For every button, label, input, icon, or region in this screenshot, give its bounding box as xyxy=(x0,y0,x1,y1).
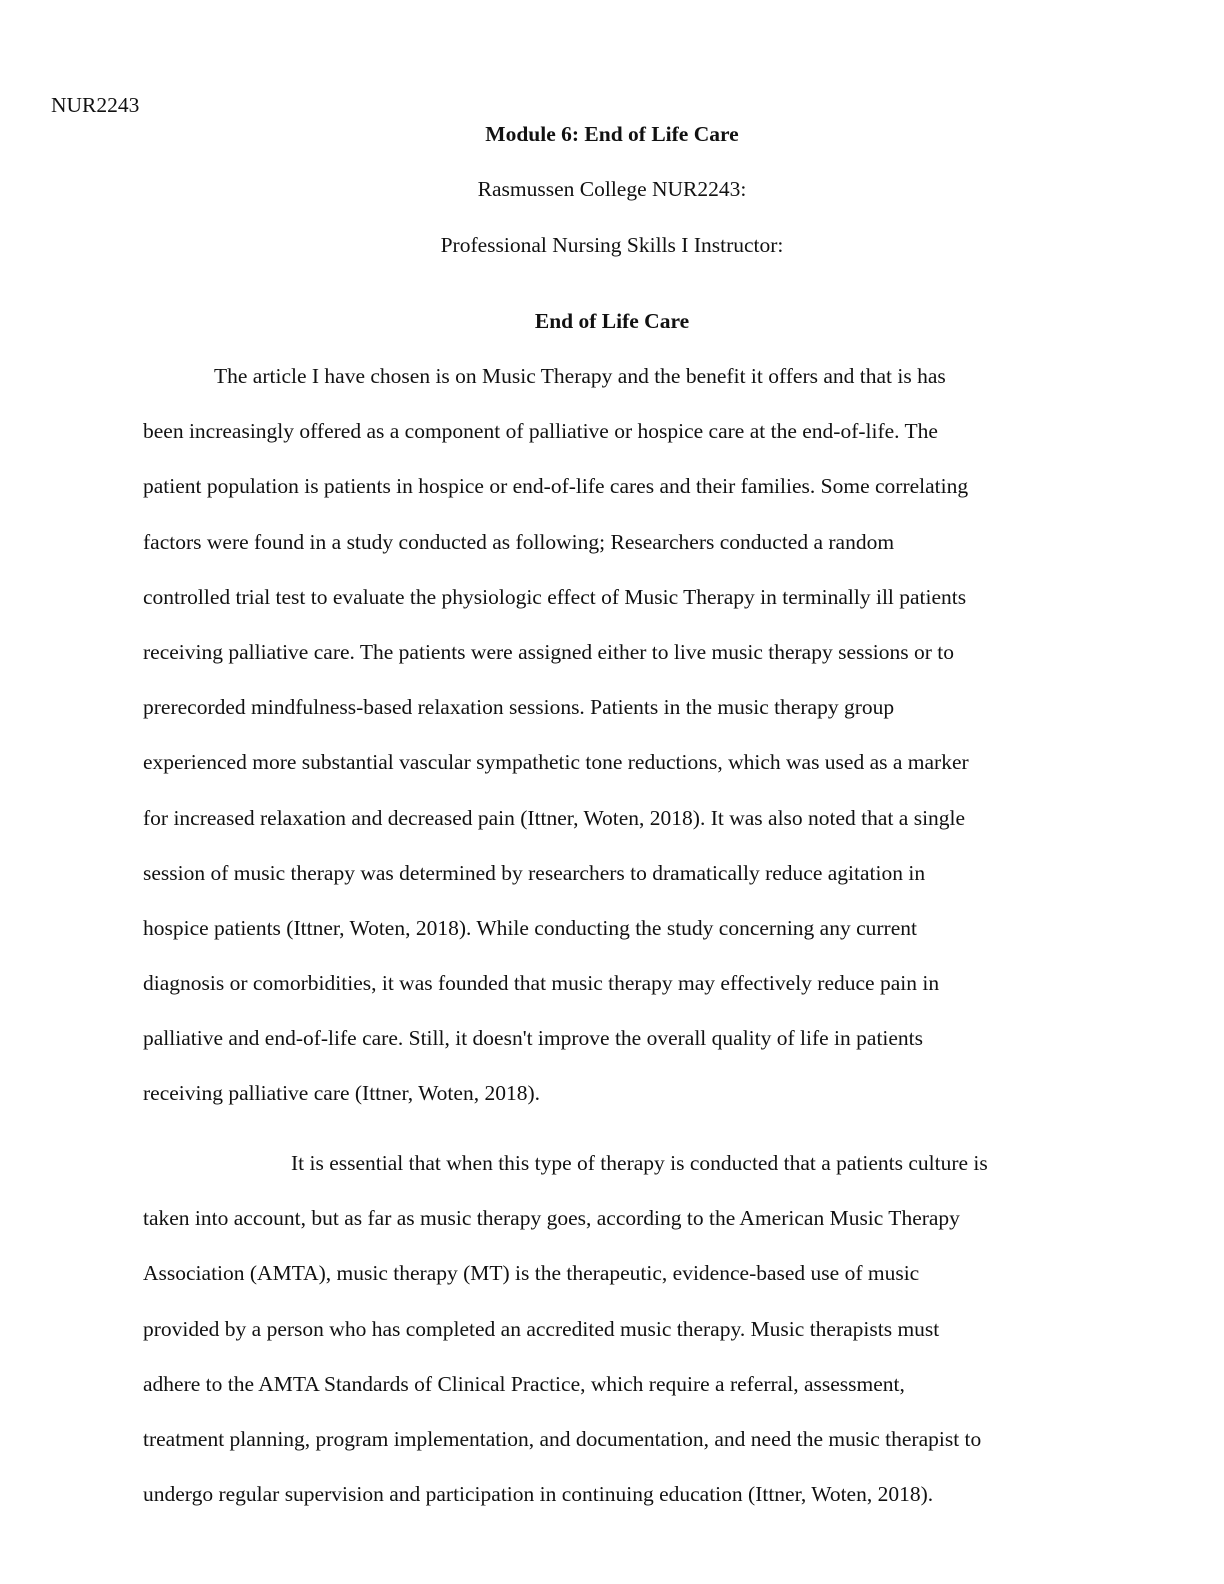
paragraph-line: undergo regular supervision and participation in continuing education (Ittner, Woten, 2018). xyxy=(143,1482,934,1507)
paragraph-2 xyxy=(143,1136,1078,1522)
course-code-header: NUR2243 xyxy=(51,93,140,117)
paragraph-line: palliative and end-of-life care. Still, it doesn't improve the overall quality of life in patients xyxy=(143,1026,924,1051)
paragraph-line: taken into account, but as far as music therapy goes, according to the American Music Therapy xyxy=(143,1206,960,1231)
paragraph-line: session of music therapy was determined by researchers to dramatically reduce agitation in xyxy=(143,860,926,885)
paragraph-line: adhere to the AMTA Standards of Clinical Practice, which require a referral, assessment, xyxy=(143,1371,905,1396)
paragraph-line: provided by a person who has completed an accredited music therapy. Music therapists must xyxy=(143,1316,940,1341)
paragraph-line: experienced more substantial vascular sympathetic tone reductions, which was used as a marker xyxy=(143,750,969,775)
paragraph-line: receiving palliative care. The patients were assigned either to live music therapy sessions or to xyxy=(143,639,954,664)
section-heading: End of Life Care xyxy=(534,309,690,333)
paragraph-line: controlled trial test to evaluate the physiologic effect of Music Therapy in terminally ill patients xyxy=(143,584,967,609)
paragraph-1 xyxy=(143,349,1078,1122)
paragraph-line: for increased relaxation and decreased pain (Ittner, Woten, 2018). It was also noted that a single xyxy=(143,805,966,830)
paragraph-line: treatment planning, program implementation, and documentation, and need the music therapist to xyxy=(143,1426,982,1451)
paragraph-line: receiving palliative care (Ittner, Woten, 2018). xyxy=(143,1081,540,1106)
course-instructor-line: Professional Nursing Skills I Instructor: xyxy=(440,233,784,257)
paragraph-line: The article I have chosen is on Music Therapy and the benefit it offers and that is has xyxy=(214,364,946,388)
paragraph-line: patient population is patients in hospice or end-of-life cares and their families. Some correlating xyxy=(143,474,969,499)
paragraph-line: hospice patients (Ittner, Woten, 2018). While conducting the study concerning any current xyxy=(143,915,917,940)
paragraph-line: It is essential that when this type of therapy is conducted that a patients culture is xyxy=(291,1151,988,1175)
paragraph-line: been increasingly offered as a component of palliative or hospice care at the end-of-life. The xyxy=(143,419,938,444)
paragraph-line: factors were found in a study conducted as following; Researchers conducted a random xyxy=(143,529,895,554)
paragraph-line: Association (AMTA), music therapy (MT) is the therapeutic, evidence-based use of music xyxy=(143,1261,920,1286)
paragraph-line: diagnosis or comorbidities, it was founded that music therapy may effectively reduce pain in xyxy=(143,971,940,996)
paragraph-line: prerecorded mindfulness-based relaxation sessions. Patients in the music therapy group xyxy=(143,695,895,720)
module-title: Module 6: End of Life Care xyxy=(485,122,739,146)
college-line: Rasmussen College NUR2243: xyxy=(477,177,747,201)
